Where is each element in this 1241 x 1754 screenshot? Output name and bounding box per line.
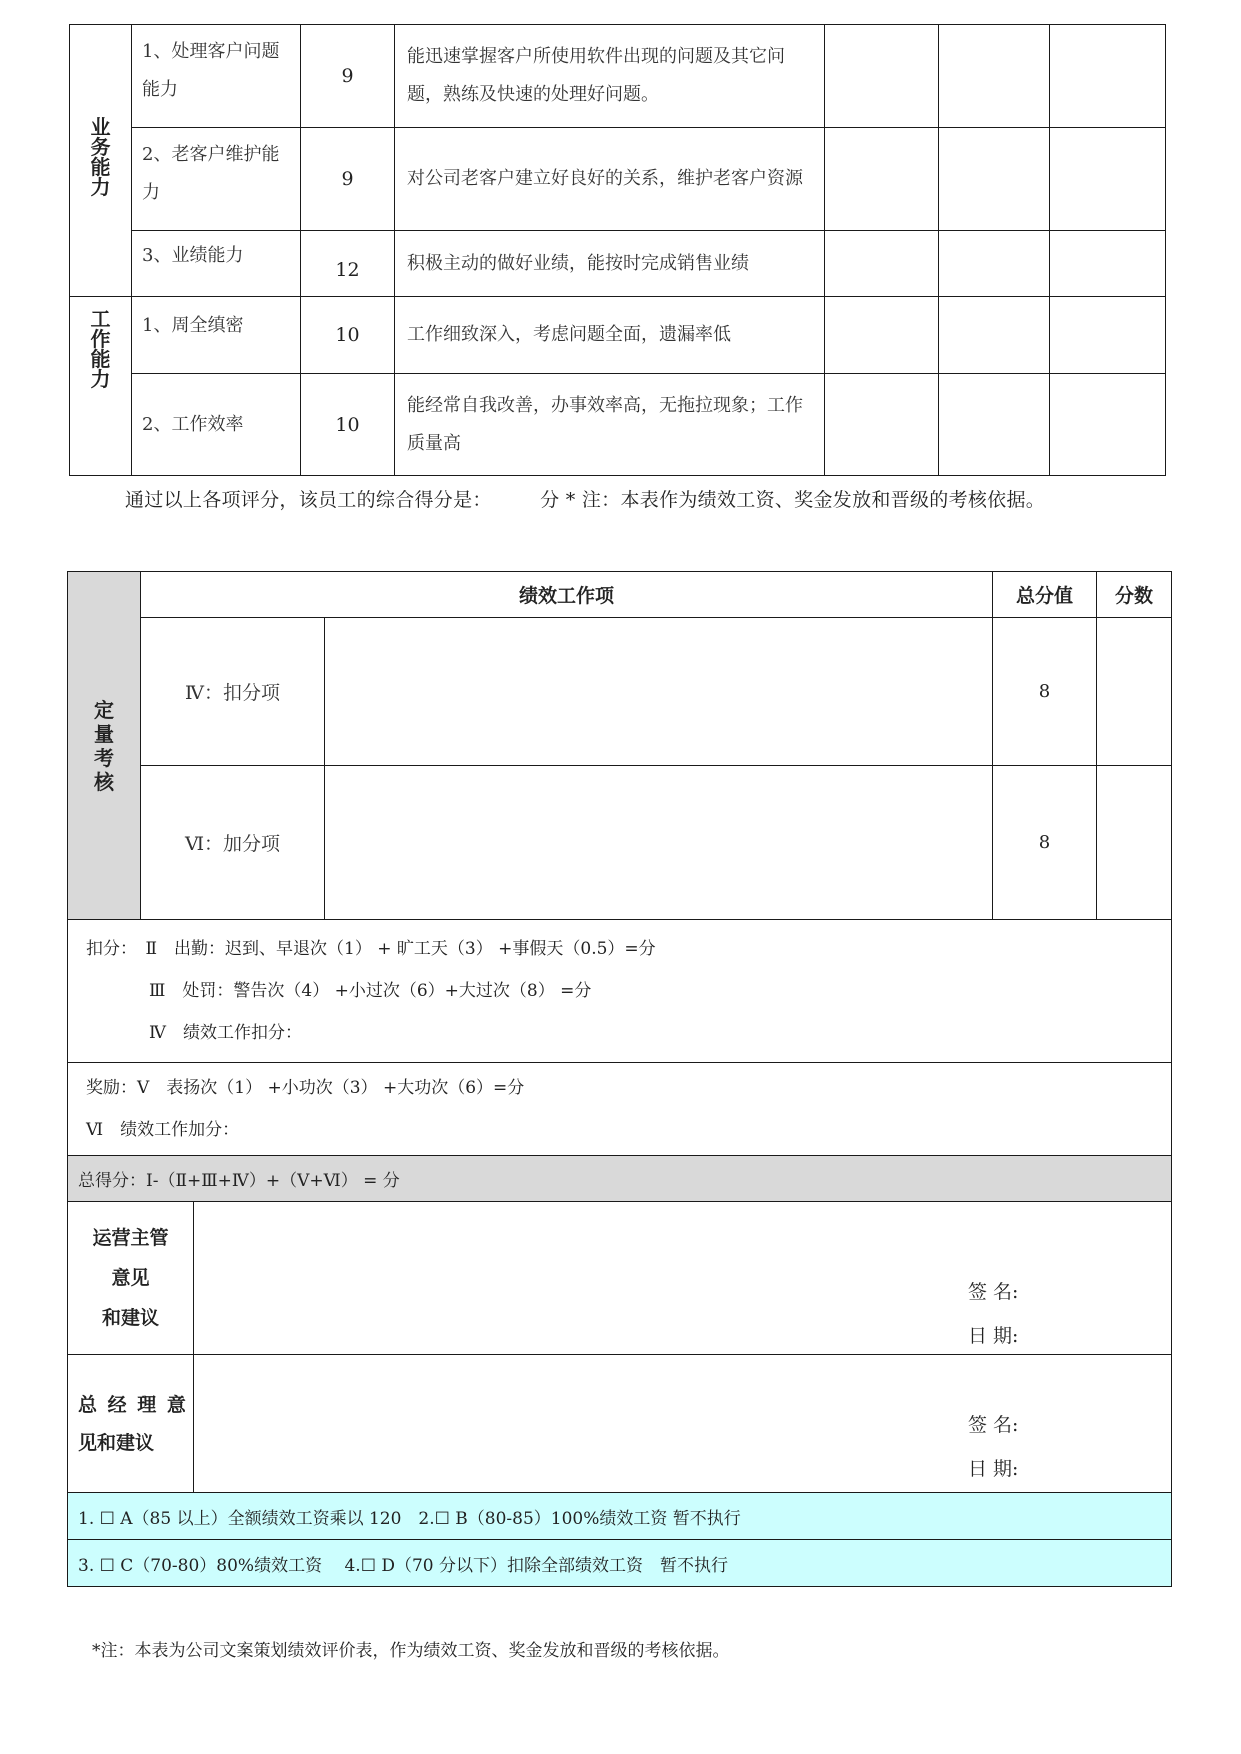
gm-opinion-field[interactable] <box>194 1355 1172 1493</box>
deduction-line: 扣分： Ⅱ 出勤：迟到、早退次（1） + 旷工天（3） +事假天（0.5）=分 <box>86 939 656 959</box>
deduction-item-label: Ⅳ：扣分项 <box>141 618 325 766</box>
signature-label: 签 名: <box>968 1414 1019 1436</box>
quantitative-assessment-table <box>67 571 1172 1587</box>
date-label: 日 期: <box>968 1325 1019 1347</box>
score-cell[interactable] <box>939 128 1050 231</box>
score-cell[interactable] <box>939 231 1050 297</box>
operations-opinion-field[interactable] <box>194 1202 1172 1355</box>
rewards-block <box>68 1063 1172 1156</box>
item-label: 2、工作效率 <box>132 374 301 476</box>
score-cell[interactable] <box>1050 25 1166 128</box>
score-cell[interactable] <box>939 297 1050 374</box>
bonus-score-cell[interactable] <box>1097 766 1172 920</box>
item-score: 9 <box>301 128 395 231</box>
item-description: 积极主动的做好业绩，能按时完成销售业绩 <box>395 231 825 297</box>
grade-option-row[interactable]: 3. ☐ C（70-80）80%绩效工资 4.☐ D（70 分以下）扣除全部绩效工资 暂不执行 <box>68 1540 1172 1587</box>
ability-evaluation-table <box>69 24 1166 476</box>
score-cell[interactable] <box>939 374 1050 476</box>
header-total-value: 总分值 <box>993 572 1097 618</box>
deduction-total-value: 8 <box>993 618 1097 766</box>
item-score: 10 <box>301 374 395 476</box>
deductions-block <box>68 920 1172 1063</box>
gm-opinion-label: 总 经 理 意 见和建议 <box>68 1355 194 1493</box>
score-cell[interactable] <box>825 25 939 128</box>
signature-label: 签 名: <box>968 1281 1019 1303</box>
item-label: 1、处理客户问题能力 <box>132 25 301 128</box>
deduction-line: Ⅳ 绩效工作扣分： <box>149 1023 302 1043</box>
score-cell[interactable] <box>825 231 939 297</box>
grade-option-row[interactable]: 1. ☐ A（85 以上）全额绩效工资乘以 120 2.☐ B（80-85）100%绩效工资 暂不执行 <box>68 1493 1172 1540</box>
category-business-ability: 业务能力 <box>70 25 132 297</box>
date-label: 日 期: <box>968 1458 1019 1480</box>
deduction-item-content[interactable] <box>325 618 993 766</box>
item-score: 9 <box>301 25 395 128</box>
score-cell[interactable] <box>1050 128 1166 231</box>
header-score: 分数 <box>1097 572 1172 618</box>
item-description: 对公司老客户建立好良好的关系，维护老客户资源 <box>395 128 825 231</box>
category-work-ability: 工作能力 <box>70 297 132 476</box>
item-description: 能迅速掌握客户所使用软件出现的问题及其它问题，熟练及快速的处理好问题。 <box>395 25 825 128</box>
bonus-item-content[interactable] <box>325 766 993 920</box>
item-description: 能经常自我改善，办事效率高，无拖拉现象；工作质量高 <box>395 374 825 476</box>
operations-opinion-label: 运营主管 意见 和建议 <box>68 1202 194 1355</box>
deduction-line: Ⅲ 处罚：警告次（4） +小过次（6）+大过次（8） =分 <box>149 981 592 1001</box>
score-cell[interactable] <box>825 374 939 476</box>
score-cell[interactable] <box>825 297 939 374</box>
item-label: 1、周全缜密 <box>132 297 301 374</box>
bonus-total-value: 8 <box>993 766 1097 920</box>
item-score: 10 <box>301 297 395 374</box>
item-label: 3、业绩能力 <box>132 231 301 297</box>
footer-note: *注：本表为公司文案策划绩效评价表，作为绩效工资、奖金发放和晋级的考核依据。 <box>92 1641 730 1661</box>
item-description: 工作细致深入，考虑问题全面，遗漏率低 <box>395 297 825 374</box>
bonus-item-label: Ⅵ：加分项 <box>141 766 325 920</box>
score-cell[interactable] <box>1050 297 1166 374</box>
total-score-formula: 总得分：Ⅰ-（Ⅱ+Ⅲ+Ⅳ）+（Ⅴ+Ⅵ） = 分 <box>68 1156 1172 1202</box>
summary-note: 通过以上各项评分，该员工的综合得分是： 分 * 注：本表作为绩效工资、奖金发放和晋级的考核依据。 <box>125 489 1046 511</box>
score-cell[interactable] <box>939 25 1050 128</box>
reward-line: Ⅵ 绩效工作加分： <box>86 1120 240 1140</box>
score-cell[interactable] <box>1050 374 1166 476</box>
score-cell[interactable] <box>1050 231 1166 297</box>
score-cell[interactable] <box>825 128 939 231</box>
deduction-score-cell[interactable] <box>1097 618 1172 766</box>
item-score: 12 <box>301 231 395 297</box>
item-label: 2、老客户维护能力 <box>132 128 301 231</box>
side-category-quantitative: 定量考核 <box>68 572 141 920</box>
header-work-items: 绩效工作项 <box>141 572 993 618</box>
reward-line: 奖励：Ⅴ 表扬次（1） +小功次（3） +大功次（6）=分 <box>86 1078 525 1098</box>
